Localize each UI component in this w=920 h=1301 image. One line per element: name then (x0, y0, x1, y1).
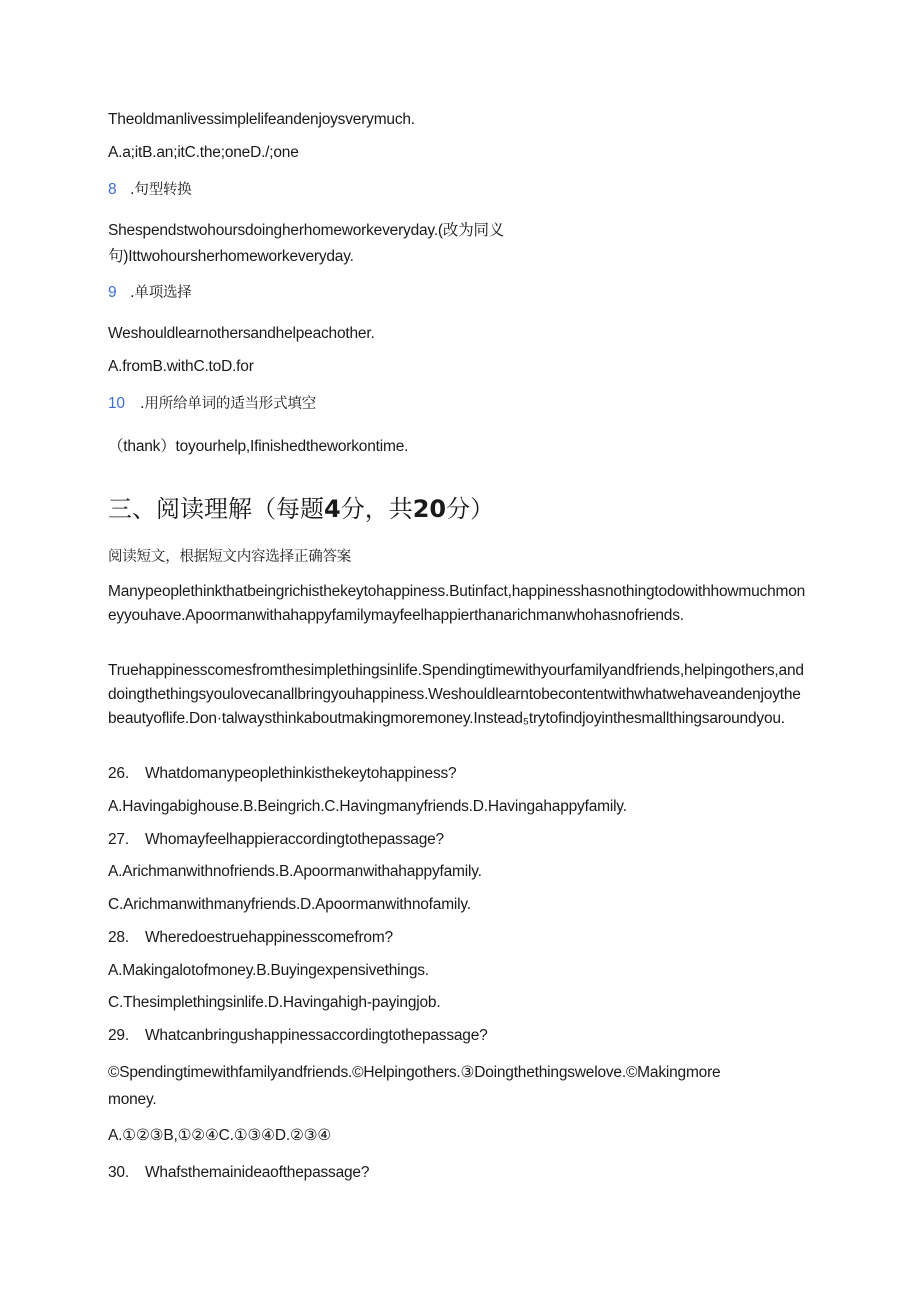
q10-number: 10 (108, 395, 125, 412)
q27-options-line1: A.Arichmanwithnofriends.B.Apoormanwithahappyfamily. (108, 863, 482, 880)
q30-text: Whafsthemainideaofthepassage? (145, 1164, 370, 1181)
q29-options: A.①②③B,①②④C.①③④D.②③④ (108, 1127, 332, 1144)
q28-number: 28. (108, 929, 129, 946)
q27-options-line2: C.Arichmanwithmanyfriends.D.Apoormanwithnofamily. (108, 896, 471, 913)
q27-text: Whomayfeelhappieraccordingtothepassage? (145, 831, 444, 848)
q26-question (108, 764, 456, 784)
q27-number: 27. (108, 831, 129, 848)
q29-items-line1: ©Spendingtimewithfamilyandfriends.©Helpingothers.③Doingthethingswelove.©Makingmore (108, 1064, 721, 1081)
passage-paragraph-2: Truehappinesscomesfromthesimplethingsinlife.Spendingtimewithyourfamilyandfriends,helpingothers,anddoingthethingsyoulovecanallbringyouhappiness.Weshouldlearntobecontentwithwhatwehaveandenjoythebeautyoflife.Don·talwaysthinkaboutmakingmoremoney.Instead₅trytofindjoyinthesmallthingsaroundyou. (108, 662, 804, 727)
q26-options: A.Havingabighouse.B.Beingrich.C.Havingmanyfriends.D.Havingahappyfamily. (108, 798, 627, 815)
q29-question (108, 1026, 488, 1046)
q26-text: Whatdomanypeoplethinkisthekeytohappiness? (145, 765, 457, 782)
section-title-points: 4 (324, 495, 341, 523)
q9-number: 9 (108, 284, 117, 301)
q8-line2: 句)Ittwohoursherhomeworkeveryday. (108, 248, 354, 265)
q9-heading (108, 283, 192, 303)
q10-sentence: （thank）toyourhelp,Ifinishedtheworkontime. (108, 438, 409, 455)
q10-heading (108, 394, 316, 414)
q8-type: .句型转换 (130, 182, 192, 198)
q27-question (108, 830, 444, 850)
q30-question (108, 1163, 369, 1183)
q28-options-line2: C.Thesimplethingsinlife.D.Havingahigh-payingjob. (108, 994, 441, 1011)
q28-text: Wheredoestruehappinesscomefrom? (145, 929, 393, 946)
q8-number: 8 (108, 181, 117, 198)
section-title-suffix: 分） (446, 495, 495, 523)
q30-number: 30. (108, 1164, 129, 1181)
q8-heading (108, 180, 192, 200)
q28-options-line1: A.Makingalotofmoney.B.Buyingexpensivethings. (108, 962, 429, 979)
q9-type: .单项选择 (130, 285, 192, 301)
q26-number: 26. (108, 765, 129, 782)
q28-question (108, 928, 393, 948)
q7-options: A.a;itB.an;itC.the;oneD./;one (108, 144, 299, 161)
section-title (108, 494, 494, 524)
q9-options: A.fromB.withC.toD.for (108, 358, 254, 375)
section-title-mid: 分，共 (340, 495, 413, 523)
section-instruction: 阅读短文，根据短文内容选择正确答案 (108, 549, 352, 565)
q10-type: .用所给单词的适当形式填空 (140, 396, 317, 412)
q7-sentence: Theoldmanlivessimplelifeandenjoysverymuch. (108, 111, 415, 128)
q29-number: 29. (108, 1027, 129, 1044)
q9-sentence: Weshouldlearnothersandhelpeachother. (108, 325, 375, 342)
q29-items-line2: money. (108, 1091, 157, 1108)
passage-paragraph-1: Manypeoplethinkthatbeingrichisthekeytohappiness.Butinfact,happinesshasnothingtodowithhowmuchmoneyyouhave.Apoormanwithahappyfamilymayfeelhappierthanarichmanwhohasnofriends. (108, 583, 806, 624)
q29-text: Whatcanbringushappinessaccordingtothepassage? (145, 1027, 488, 1044)
section-title-total: 20 (412, 495, 447, 523)
q8-line1: Shespendstwohoursdoingherhomeworkeveryday.(改为同义 (108, 222, 505, 239)
section-title-prefix: 三、阅读理解（每题 (108, 495, 324, 523)
